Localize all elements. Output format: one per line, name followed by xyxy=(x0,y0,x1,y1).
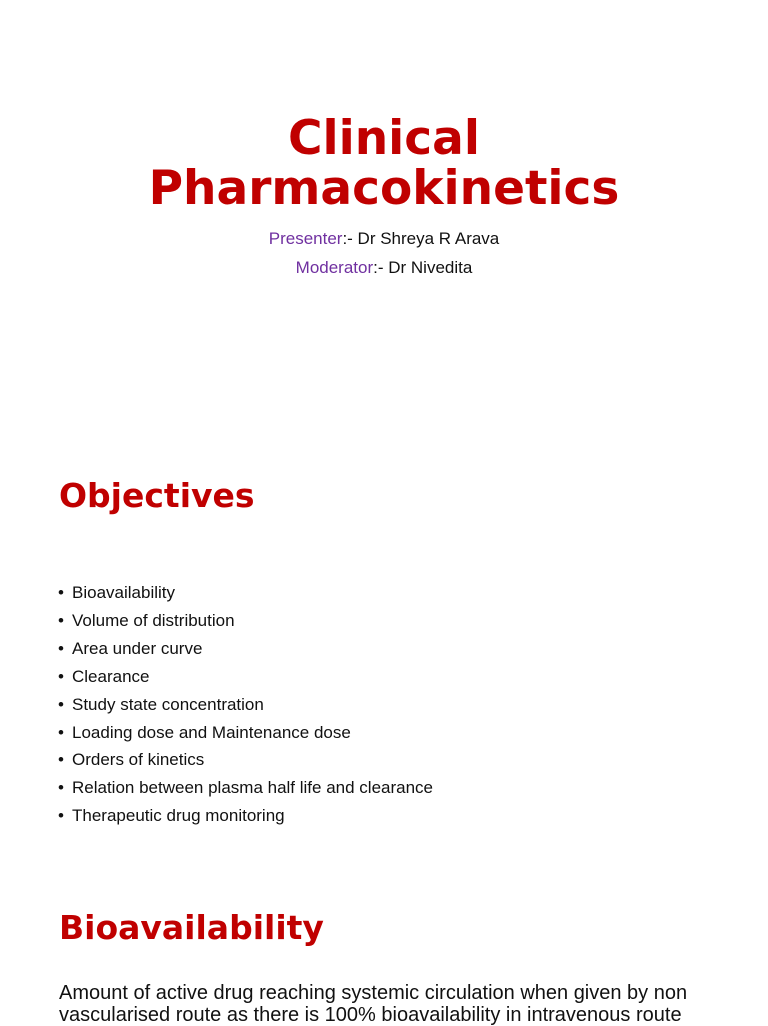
bullet-dot-icon: • xyxy=(58,778,64,798)
bullet-dot-icon: • xyxy=(58,806,64,826)
objective-item-label: Therapeutic drug monitoring xyxy=(72,806,285,826)
presenter-name: :- Dr Shreya R Arava xyxy=(342,229,500,248)
objectives-list xyxy=(58,579,433,830)
bioavailability-definition: Amount of active drug reaching systemic circulation when given by non vascularised route as there is 100% bioavailability in intravenous route xyxy=(59,982,688,1026)
bullet-dot-icon: • xyxy=(58,750,64,770)
objective-item xyxy=(58,691,433,719)
bioavailability-slide xyxy=(0,860,768,1024)
presenter-line xyxy=(0,228,768,250)
bullet-dot-icon: • xyxy=(58,666,64,686)
objective-item xyxy=(58,719,433,747)
objective-item-label: Volume of distribution xyxy=(72,610,235,630)
bullet-dot-icon: • xyxy=(58,694,64,714)
title-slide xyxy=(0,0,768,430)
objective-item-label: Loading dose and Maintenance dose xyxy=(72,722,351,742)
objective-item xyxy=(58,663,433,691)
title-line-2: Pharmacokinetics xyxy=(148,161,620,216)
presenter-role: Presenter xyxy=(268,229,343,248)
moderator-role: Moderator xyxy=(295,258,374,277)
bullet-dot-icon: • xyxy=(58,722,64,742)
objective-item xyxy=(58,802,433,830)
objectives-slide xyxy=(0,430,768,860)
objective-item xyxy=(58,635,433,663)
objective-item xyxy=(58,774,433,802)
objective-item-label: Area under curve xyxy=(72,638,203,658)
objective-item-label: Bioavailability xyxy=(72,583,175,602)
moderator-line xyxy=(0,257,768,279)
bullet-dot-icon: • xyxy=(58,583,64,602)
objectives-heading: Objectives xyxy=(59,476,255,515)
objective-item-label: Orders of kinetics xyxy=(72,750,205,770)
objective-item-label: Clearance xyxy=(72,666,150,686)
objective-item xyxy=(58,579,433,607)
moderator-name: :- Dr Nivedita xyxy=(373,258,473,277)
bullet-dot-icon: • xyxy=(58,638,64,658)
bullet-dot-icon: • xyxy=(58,610,64,630)
objective-item-label: Relation between plasma half life and clearance xyxy=(72,778,434,798)
objective-item xyxy=(58,746,433,774)
objective-item xyxy=(58,607,433,635)
bioavailability-heading: Bioavailability xyxy=(59,908,324,947)
presentation-title xyxy=(0,111,768,216)
title-line-1: Clinical xyxy=(288,111,480,166)
objective-item-label: Study state concentration xyxy=(72,694,264,714)
